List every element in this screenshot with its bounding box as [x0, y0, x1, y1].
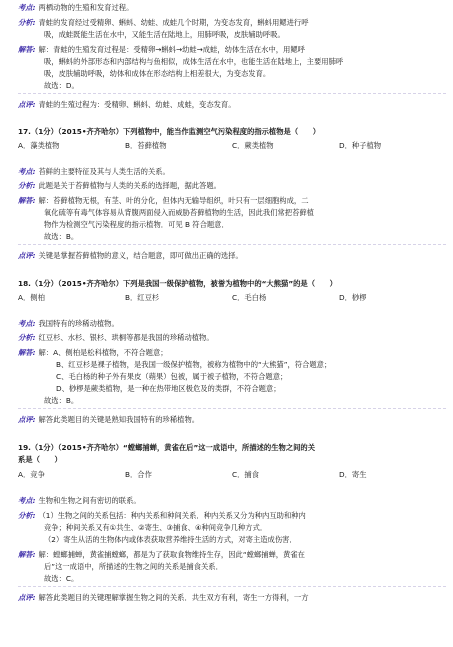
q16-jieda-1: 解答: 解：青蛙的生殖发育过程是：受精卵→蝌蚪→幼蛙→成蛙，幼体生活在水中，用鳃呼	[18, 45, 305, 54]
q19-answer: 故选：C。	[44, 574, 79, 583]
q19-fenxi-1: 分析: （1）生物之间的关系包括：种内关系和种间关系．种内关系又分为种内互助和种内	[18, 511, 306, 520]
q17-options	[18, 140, 446, 151]
q18-jieda-a: 解答: 解：A、侧柏是松科植物，不符合题意；	[18, 348, 168, 357]
q19-title-1: 19.（1分）（2015•齐齐哈尔）“螳螂捕蝉，黄雀在后”这一成语中，所描述的生物之间的关	[18, 443, 316, 452]
q16-fenxi-2: 吸，成蛙既能生活在水中，又能生活在陆地上，用肺呼吸，皮肤辅助呼吸。	[44, 30, 285, 39]
q17-fenxi: 分析: 此题是关于苔藓植物与人类的关系的选择题，据此答题。	[18, 181, 221, 190]
q17-option-a: A．藻类植物	[18, 141, 60, 150]
q17-option-c: C．蕨类植物	[232, 141, 274, 150]
separator	[18, 93, 446, 94]
q16-jieda-3: 吸，皮肤辅助呼吸，幼体和成体在形态结构上相差很大，为变态发育。	[44, 69, 271, 78]
q19-option-b: B．合作	[125, 470, 152, 479]
q16-jieda-2: 吸，蝌蚪的外部形态和内部结构与鱼相似，成体生活在水中，也能生活在陆地上，主要用肺呼	[44, 57, 344, 66]
q16-fenxi-1: 分析: 青蛙的发育经过受精卵、蝌蚪、幼蛙、成蛙几个时期，为变态发育，蝌蚪用鳃进行呼	[18, 18, 309, 27]
q17-answer: 故选：B。	[44, 232, 79, 241]
q18-option-a: A．侧柏	[18, 293, 45, 302]
q17-jieda-1: 解答: 解：苔藓植物无根，有茎、叶的分化，但体内无输导组织，叶只有一层细胞构成，二	[18, 196, 309, 205]
q16-dianping: 点评: 青蛙的生殖过程为：受精卵、蝌蚪、幼蛙、成蛙，变态发育。	[18, 100, 236, 109]
q18-option-c: C．毛白杨	[232, 293, 267, 302]
q17-option-d: D．种子植物	[339, 141, 382, 150]
q18-jieda-d: D、桫椤是蕨类植物，是一种在热带地区极危及的类群，不符合题意；	[56, 384, 281, 393]
q19-kaodian: 考点: 生物和生物之间有密切的联系。	[18, 496, 141, 505]
separator	[18, 244, 446, 245]
q18-options	[18, 292, 446, 303]
q17-kaodian: 考点: 苔鲜的主要特征及其与人类生活的关系。	[18, 167, 170, 176]
q19-fenxi-3: （2）寄生从活的生物体内或体表获取营养维持生活的方式，对寄主造成伤害．	[44, 535, 297, 544]
q18-jieda-b: B、红豆杉是裸子植物，是我国一级保护植物，被称为植物中的“大熊猫”，符合题意；	[56, 360, 332, 369]
q18-option-d: D．桫椤	[339, 293, 367, 302]
q17-dianping: 点评: 关键是掌握苔藓植物的意义，结合题意，即可做出正确的选择。	[18, 251, 243, 260]
q19-dianping: 点评: 解答此类题目的关键理解掌握生物之间的关系．共生双方有利，寄生一方得利，一方	[18, 593, 309, 602]
q16-answer: 故选：D。	[44, 81, 79, 90]
q18-kaodian: 考点: 我国特有的珍稀动植物。	[18, 319, 119, 328]
q16-kaodian: 考点: 两栖动物的生殖和发育过程。	[18, 3, 134, 12]
q19-fenxi-2: 竞争；种间关系又有①共生、②寄生、③捕食、④种间竞争几种方式．	[44, 523, 268, 532]
q18-dianping: 点评: 解答此类题目的关键是熟知我国特有的珍稀植物。	[18, 415, 200, 424]
q17-jieda-2: 氧化硫等有毒气体容易从背腹两面侵入而威胁苔藓植物的生活，因此我们常把苔藓植	[44, 208, 314, 217]
q19-title-2: 系是（ ）	[18, 455, 62, 464]
q17-jieda-3: 物作为检测空气污染程度的指示植物．可见 B 符合题意．	[44, 220, 229, 229]
q19-option-a: A．竞争	[18, 470, 45, 479]
q19-jieda-1: 解答: 解：螳螂捕蝉，黄雀捕螳螂，都是为了获取食物维持生存，因此“螳螂捕蝉，黄雀在	[18, 550, 305, 559]
q18-title: 18.（1分）（2015•齐齐哈尔）下列是我国一级保护植物，被誉为植物中的“大熊猫”的是（ ）	[18, 279, 337, 288]
q18-option-b: B．红豆杉	[125, 293, 160, 302]
separator	[18, 408, 446, 409]
q17-option-b: B．苔藓植物	[125, 141, 167, 150]
q19-options	[18, 469, 446, 480]
q19-jieda-2: 后”这一成语中，所描述的生物之间的关系是捕食关系．	[44, 562, 223, 571]
q18-jieda-c: C、毛白杨的种子外有果皮（蒴果）包被，属于被子植物，不符合题意；	[56, 372, 288, 381]
separator	[18, 586, 446, 587]
q18-fenxi: 分析: 红豆杉、水杉、银杉、珙桐等都是我国的珍稀动植物。	[18, 333, 214, 342]
q19-option-c: C．捕食	[232, 470, 259, 479]
q19-option-d: D．寄生	[339, 470, 367, 479]
q18-answer: 故选：B。	[44, 396, 79, 405]
q17-title: 17.（1分）（2015•齐齐哈尔）下列植物中，能当作监测空气污染程度的指示植物是（ ）	[18, 127, 321, 136]
